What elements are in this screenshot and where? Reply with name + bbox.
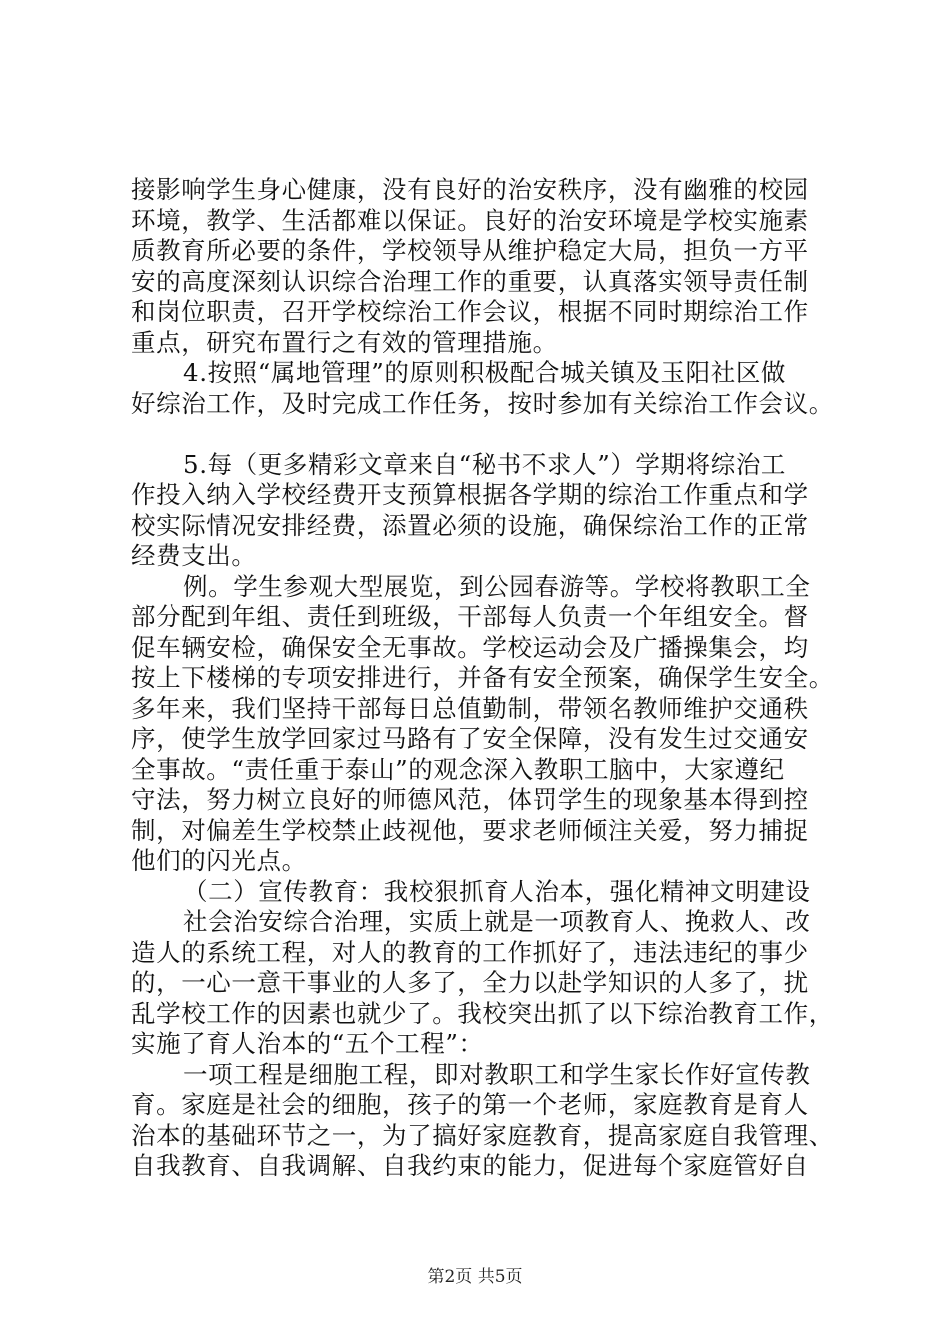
- text-line: 自我教育、自我调解、自我约束的能力，促进每个家庭管好自: [131, 1151, 809, 1180]
- text-line: 守法，努力树立良好的师德风范，体罚学生的现象基本得到控: [131, 785, 809, 814]
- text-line: 全事故。“责任重于泰山”的观念深入教职工脑中，大家遵纪: [131, 754, 785, 784]
- text-line: 重点，研究布置行之有效的管理措施。: [131, 327, 558, 357]
- text-line: 环境，教学、生活都难以保证。良好的治安环境是学校实施素: [131, 205, 809, 235]
- text-line: 和岗位职责，召开学校综治工作会议，根据不同时期综治工作: [131, 297, 809, 326]
- text-line: 校实际情况安排经费，添置必须的设施，确保综治工作的正常: [131, 510, 809, 540]
- text-line: 多年来，我们坚持干部每日总值勤制，带领名教师维护交通秩: [131, 693, 809, 723]
- text-line: 的，一心一意干事业的人多了，全力以赴学知识的人多了，扰: [131, 968, 809, 997]
- paragraph-start-line: 4.按照“属地管理”的原则积极配合城关镇及玉阳社区做: [183, 358, 787, 387]
- text-line: 造人的系统工程，对人的教育的工作抓好了，违法违纪的事少: [131, 937, 809, 967]
- text-line: 部分配到年组、责任到班级，干部每人负责一个年组安全。督: [131, 602, 809, 631]
- text-line: 安的高度深刻认识综合治理工作的重要，认真落实领导责任制: [131, 266, 809, 296]
- text-line: 育。家庭是社会的细胞，孩子的第一个老师，家庭教育是育人: [131, 1090, 809, 1119]
- paragraph-start-line: 一项工程是细胞工程，即对教职工和学生家长作好宣传教: [183, 1059, 811, 1089]
- document-body: [131, 175, 834, 1182]
- text-line: 实施了育人治本的“五个工程”：: [131, 1029, 484, 1058]
- text-line: 按上下楼梯的专项安排进行，并备有安全预案，确保学生安全。: [131, 663, 834, 692]
- text-line: 序，使学生放学回家过马路有了安全保障，没有发生过交通安: [131, 724, 809, 753]
- text-line: 经费支出。: [131, 541, 257, 570]
- text-line: 质教育所必要的条件，学校领导从维护稳定大局，担负一方平: [131, 236, 809, 265]
- paragraph-start-line: 社会治安综合治理，实质上就是一项教育人、挽救人、改: [183, 907, 811, 936]
- section-heading: （二）宣传教育：我校狠抓育人治本，强化精神文明建设: [183, 876, 811, 906]
- page-number-footer: 第2页 共5页: [427, 1267, 523, 1287]
- text-line: 他们的闪光点。: [131, 846, 307, 875]
- text-line: 乱学校工作的因素也就少了。我校突出抓了以下综治教育工作，: [131, 998, 834, 1028]
- text-line: 治本的基础环节之一，为了搞好家庭教育，提高家庭自我管理、: [131, 1120, 834, 1150]
- text-line: 促车辆安检，确保安全无事故。学校运动会及广播操集会，均: [131, 632, 809, 662]
- paragraph-start-line: 例。学生参观大型展览，到公园春游等。学校将教职工全: [183, 571, 811, 601]
- paragraph-start-line: 5.每（更多精彩文章来自“秘书不求人”）学期将综治工: [183, 449, 787, 479]
- text-line: 制，对偏差生学校禁止歧视他，要求老师倾注关爱，努力捕捉: [131, 815, 809, 845]
- text-line: 好综治工作，及时完成工作任务，按时参加有关综治工作会议。: [131, 388, 834, 418]
- text-line: 作投入纳入学校经费开支预算根据各学期的综治工作重点和学: [131, 480, 809, 509]
- text-line: 接影响学生身心健康，没有良好的治安秩序，没有幽雅的校园: [131, 175, 809, 204]
